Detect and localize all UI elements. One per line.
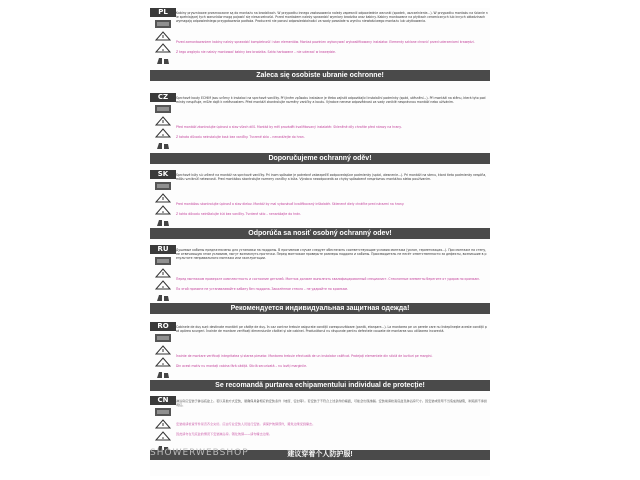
paragraph-main: Sprchové kouty ECHIM jsou určeny k instalaci na sprchové vaničky. Při jiném způsobu instalace je třeba zajistit odpovídající instalační podmínky (spád, utěsnění...). Při montáži na stěnu, která tyto podmínky nesplňuje, může dojít k netěsnostem. Před montáží zkontrolujte rozměry vaničky a koutu. Výrobce nenese odpovědnost za vady vzniklé nesprávnou montáží nebo užíváním. — [176, 96, 486, 105]
paragraph-main: Kabiny prysznicowe przeznaczone są do montażu na brodzikach. W przypadku innego zastosowania należy zapewnić odpowiednie warunki (spadek, uszczelnienie...). W przypadku montażu na ścianie nie spełniającej tych warunków mogą pojawić się nieszczelności. Przed montażem należy sprawdzić wymiary brodzika oraz kabiny. Kabiny montowane na płytkach ceramicznych lub innych okładzinach wymagają odpowiedniego przygotowania podłoża. Producent nie ponosi odpowiedzialności za wady powstałe w wyniku niewłaściwego montażu lub użytkowania. — [176, 11, 488, 24]
paragraph-notice: Înainte de montare verificați integritatea și starea pieselor. Montarea trebuie efectuată de un instalator calificat. Protejați elementele din sticlă de lovituri pe margini. — [176, 354, 433, 358]
paragraph-warning: Z tohoto důvodu neinstalujte kout bez vaničky. Tvrzené sklo – nenarážejte do hran. — [176, 135, 305, 139]
watermark: SHOWERWEBSHOP — [150, 448, 249, 458]
caution-triangle-icon — [154, 128, 172, 138]
manual-icon — [154, 19, 172, 29]
warning-triangle-icon — [154, 193, 172, 203]
protective-clothing-banner: Odporúča sa nosiť osobný ochranný odev! — [150, 228, 490, 239]
warning-triangle-icon — [154, 419, 172, 429]
caution-triangle-icon — [154, 431, 172, 441]
protective-clothing-banner: Doporučujeme ochranný oděv! — [150, 153, 490, 164]
section-text — [176, 325, 488, 374]
paragraph-notice: Przed zamontowaniem kabiny należy sprawdzić kompletność i stan elementów. Montaż powinien wykonywać wykwalifikowany instalator. Elementy szklane chronić przed uderzeniami krawędzi. — [176, 40, 475, 44]
warning-triangle-icon — [154, 31, 172, 41]
protective-clothing-banner: Se recomandă purtarea echipamentului individual de protecție! — [150, 380, 490, 391]
section-text — [176, 173, 488, 222]
instruction-page — [150, 8, 490, 476]
manual-icon — [154, 333, 172, 343]
manual-icon — [154, 181, 172, 191]
language-tab: CZ — [150, 93, 176, 102]
section-ru — [150, 245, 490, 325]
protective-gear-icon — [154, 140, 172, 150]
paragraph-main: 淋浴房应安装于淋浴底盆上。若以其他方式安装，须确保具备相应的安装条件（坡度、密封等）。若安装于不符合上述条件的墙面，可能会出现渗漏。安装前请检查底盆及淋浴房尺寸。因安装或使用不当造成的缺陷，制造商不承担责任。 — [176, 399, 487, 408]
language-tab: RU — [150, 245, 176, 254]
caution-triangle-icon — [154, 43, 172, 53]
protective-gear-icon — [154, 55, 172, 65]
section-sk — [150, 170, 490, 250]
paragraph-warning: По этой причине не устанавливайте кабину без поддона. Закалённое стекло – не ударяйте по кромкам. — [176, 287, 348, 291]
protective-clothing-banner: 建议穿着个人防护服! — [150, 450, 490, 460]
paragraph-notice: Pred montážou skontrolujte úplnosť a stav dielov. Montáž by mal vykonávať kvalifikovaný inštalatér. Sklenené diely chráňte pred nárazmi na hrany. — [176, 202, 405, 206]
paragraph-notice: Перед монтажом проверьте комплектность и состояние деталей. Монтаж должен выполнять квалифицированный специалист. Стеклянные элементы берегите от ударов по кромкам. — [176, 277, 480, 281]
section-pl — [150, 8, 490, 88]
language-tab: SK — [150, 170, 176, 179]
paragraph-main: Душевые кабины предназначены для установки на поддоны. В противном случае следует обеспечить соответствующие условия монтажа (уклон, герметизация...). При монтаже на стену, не отвечающую этим условиям, могут возникнуть протечки. Перед монтажом проверьте размеры поддона и кабины. Производитель не несёт ответственности за дефекты, возникшие в результате неправильного монтажа или эксплуатации. — [176, 248, 487, 261]
warning-icons — [152, 103, 174, 152]
warning-icons — [152, 255, 174, 304]
warning-icons — [152, 332, 174, 381]
warning-icons — [152, 180, 174, 229]
paragraph-warning: Z tego względu nie należy montować kabiny bez brodzika. Szkło hartowane – nie uderzać w krawędzie. — [176, 50, 336, 54]
warning-triangle-icon — [154, 268, 172, 278]
language-tab: RO — [150, 322, 176, 331]
section-text — [176, 399, 488, 442]
caution-triangle-icon — [154, 357, 172, 367]
language-tab: CN — [150, 396, 176, 405]
protective-gear-icon — [154, 292, 172, 302]
paragraph-warning: Z tohto dôvodu neinštalujte kút bez vaničky. Tvrdené sklo – nenarážajte do hrán. — [176, 212, 302, 216]
section-cn — [150, 396, 490, 476]
manual-icon — [154, 407, 172, 417]
section-text — [176, 248, 488, 297]
section-ro — [150, 322, 490, 402]
caution-triangle-icon — [154, 280, 172, 290]
paragraph-warning: Din acest motiv nu montați cabina fără cădiță. Sticlă securizată – nu loviți marginile. — [176, 364, 307, 368]
protective-gear-icon — [154, 217, 172, 227]
paragraph-main: Sprchové kúty sú určené na montáž na sprchové vaničky. Pri inom spôsobe je potrebné zabezpečiť zodpovedajúce podmienky (spád, utesnenie...). Pri montáži na stenu, ktorá tieto podmienky nespĺňa, môžu vzniknúť netesnosti. Pred montážou skontrolujte rozmery vaničky a kúta. Výrobca nezodpovedá za chyby spôsobené nesprávnou montážou alebo používaním. — [176, 173, 487, 182]
paragraph-notice: 安装前请检查零件是否齐全完好。应由专业安装人员进行安装。请保护玻璃部件，避免边缘受到撞击。 — [176, 422, 316, 426]
paragraph-main: Cabinele de duș sunt destinate montării pe cădițe de duș. În caz contrar trebuie asigurate condiții corespunzătoare (pantă, etanșare...). La montarea pe un perete care nu îndeplinește aceste condiții pot apărea scurgeri. Înainte de montare verificați dimensiunile căditei și ale cabinei. Producătorul nu răspunde pentru defectele cauzate de montarea sau utilizarea incorectă. — [176, 325, 487, 334]
warning-triangle-icon — [154, 116, 172, 126]
protective-clothing-banner: Рекомендуется индивидуальная защитная одежда! — [150, 303, 490, 314]
language-tab: PL — [150, 8, 176, 17]
protective-clothing-banner: Zaleca się osobiste ubranie ochronne! — [150, 70, 490, 81]
protective-gear-icon — [154, 369, 172, 379]
section-text — [176, 96, 488, 145]
warning-triangle-icon — [154, 345, 172, 355]
warning-icons — [152, 18, 174, 67]
manual-icon — [154, 256, 172, 266]
paragraph-warning: 因此请勿在无底盆的情况下安装淋浴房。钢化玻璃——请勿撞击边缘。 — [176, 432, 272, 436]
paragraph-notice: Před montáží zkontrolujte úplnost a stav všech dílů. Montáž by měl provádět kvalifikovaný instalatér. Skleněné díly chraňte před nárazy na hrany. — [176, 125, 402, 129]
caution-triangle-icon — [154, 205, 172, 215]
section-cz — [150, 93, 490, 173]
manual-icon — [154, 104, 172, 114]
section-text — [176, 11, 488, 60]
